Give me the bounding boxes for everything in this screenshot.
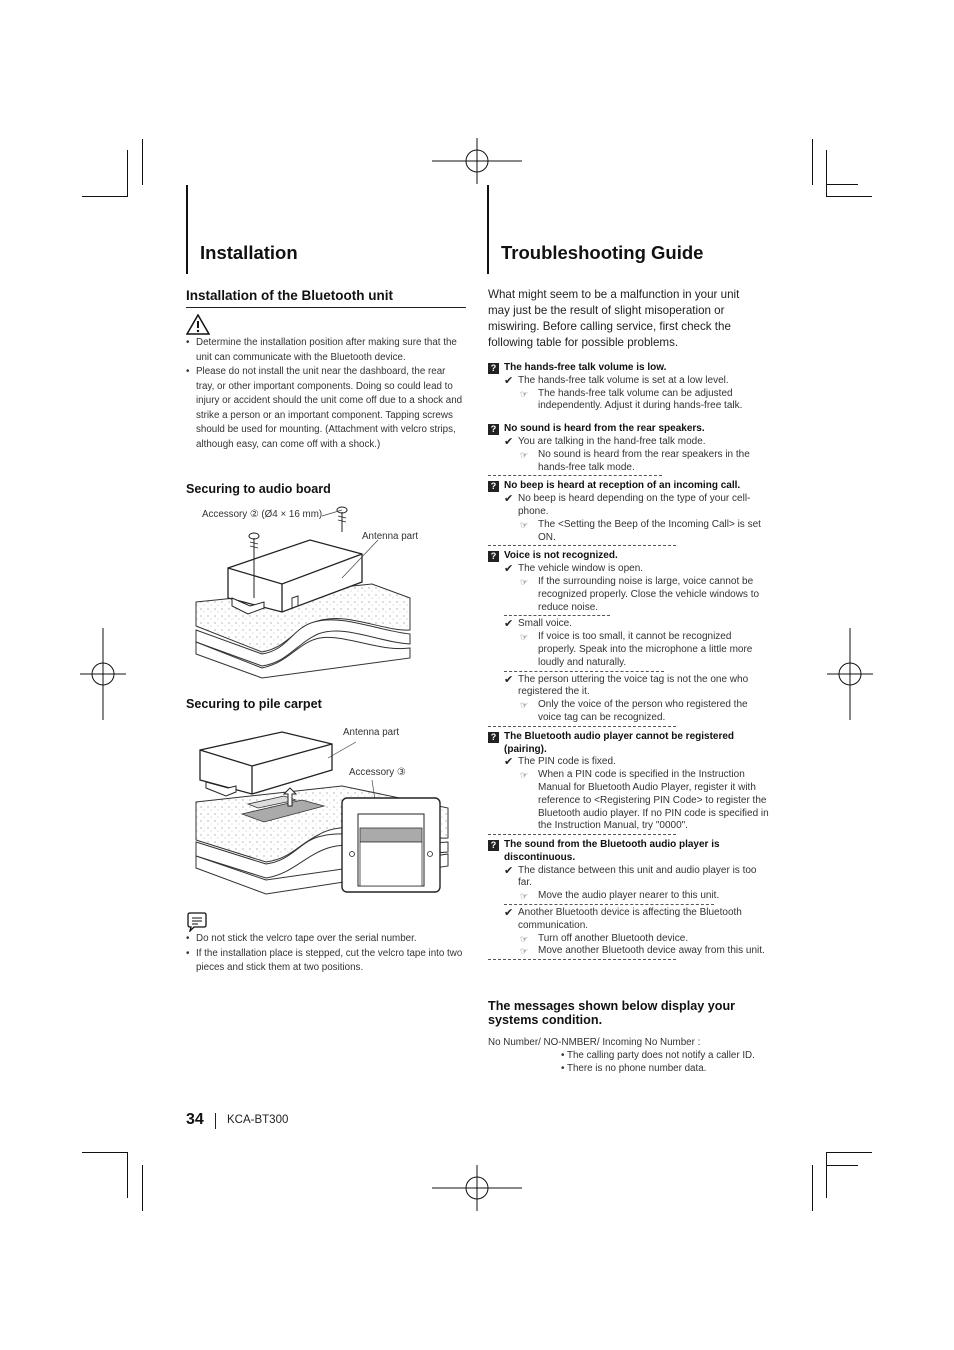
- dashed-divider: [488, 959, 676, 960]
- problem-cause: ✔ The person uttering the voice tag is not the one who registered the it.: [504, 673, 749, 698]
- section-title-troubleshooting: Troubleshooting Guide: [501, 242, 704, 263]
- problem-remedy: ☞ Move another Bluetooth device away from this unit.: [520, 945, 765, 957]
- warning-item: • Determine the installation position after making sure that the unit can communicate with the Bluetooth device.: [186, 336, 464, 365]
- problem-cause: ✔ The vehicle window is open.: [504, 563, 644, 576]
- problem-remedy: ☞ The <Setting the Beep of the Incoming Call> is set ON.: [520, 518, 761, 543]
- problem-cause: ✔ No beep is heard depending on the type of your cell-phone.: [504, 493, 751, 517]
- heading-securing-audio-board: Securing to audio board: [186, 482, 331, 496]
- note-item: • Do not stick the velcro tape over the serial number.: [186, 932, 464, 947]
- dashed-divider: [504, 904, 714, 905]
- warning-item: • Please do not install the unit near the dashboard, the rear tray, or other important components. Doing so could lead to injury or accident should the unit come off due to a shock and strike a person or an important component. Tapping screws should be used for mounting. (Attachment with velcro strips, although easy, can come off with a shock.): [186, 365, 464, 452]
- problem-question: ? The hands-free talk volume is low.: [488, 362, 770, 375]
- problem-item: [488, 550, 770, 726]
- dashed-divider: [488, 726, 676, 727]
- problem-cause: ✔ Small voice.: [504, 618, 572, 631]
- problem-question: ? Voice is not recognized.: [488, 550, 770, 563]
- problem-question: ? No beep is heard at reception of an incoming call.: [488, 480, 770, 493]
- check-icon: ✔: [504, 864, 514, 877]
- footer-divider: [215, 1113, 216, 1129]
- antenna-part-label-2: Antenna part: [343, 727, 400, 738]
- question-icon: ?: [488, 481, 499, 492]
- troubleshooting-intro: What might seem to be a malfunction in your unit may just be the result of slight misoperation or miswiring. Before calling service, first check the following table for possible problems.: [488, 288, 740, 349]
- messages-heading: The messages shown below display your systems condition.: [488, 999, 736, 1027]
- question-icon: ?: [488, 363, 499, 374]
- problem-remedy: ☞ If the surrounding noise is large, voice cannot be recognized properly. Close the vehicle windows to reduce noise.: [520, 575, 760, 613]
- problem-item: [488, 480, 770, 546]
- audio-board-illustration: [192, 502, 414, 684]
- dashed-divider: [488, 545, 676, 546]
- section-bar-left: [186, 185, 188, 274]
- section-title-installation: Installation: [200, 242, 298, 263]
- problem-cause: ✔ The distance between this unit and audio player is too far.: [504, 864, 757, 889]
- pile-carpet-illustration: [192, 728, 450, 898]
- model-name: KCA-BT300: [227, 1114, 289, 1126]
- check-icon: ✔: [504, 756, 514, 769]
- troubleshooting-table: [488, 362, 770, 964]
- heading-securing-pile-carpet: Securing to pile carpet: [186, 697, 322, 711]
- problem-remedy: ☞ Only the voice of the person who registered the voice tag can be recognized.: [520, 699, 748, 723]
- check-icon: ✔: [504, 907, 514, 920]
- problem-remedy: ☞ Move the audio player nearer to this unit.: [520, 890, 720, 902]
- dashed-divider: [488, 475, 662, 476]
- warning-icon: [186, 314, 210, 335]
- check-icon: ✔: [504, 493, 514, 506]
- section-bar-right: [487, 185, 489, 274]
- reference-icon: ☞: [520, 632, 529, 643]
- problem-question: ? No sound is heard from the rear speakers.: [488, 423, 770, 436]
- note-icon: [186, 912, 208, 932]
- problem-item: [488, 731, 770, 835]
- note-item: • If the installation place is stepped, cut the velcro tape into two pieces and stick them at two positions.: [186, 947, 464, 976]
- reference-icon: ☞: [520, 770, 529, 781]
- accessory-3-label: Accessory ③: [349, 767, 406, 778]
- problem-item: [488, 839, 770, 960]
- note-list: [186, 932, 464, 976]
- subtitle-installation-bluetooth-unit: Installation of the Bluetooth unit: [186, 288, 393, 303]
- page-number: 34: [186, 1111, 204, 1128]
- problem-cause: ✔ The hands-free talk volume is set at a low level.: [504, 374, 729, 387]
- question-icon: ?: [488, 551, 499, 562]
- reference-icon: ☞: [520, 449, 529, 460]
- problem-remedy: ☞ The hands-free talk volume can be adjusted independently. Adjust it during hands-free talk.: [520, 387, 743, 412]
- antenna-part-label-1: Antenna part: [362, 531, 419, 542]
- check-icon: ✔: [504, 618, 514, 631]
- registration-mark-right: [827, 628, 873, 720]
- problem-cause: ✔ Another Bluetooth device is affecting the Bluetooth communication.: [504, 907, 742, 931]
- reference-icon: ☞: [520, 946, 529, 957]
- problem-question: ? The Bluetooth audio player cannot be registered (pairing).: [488, 731, 770, 757]
- problem-remedy: ☞ When a PIN code is specified in the Instruction Manual for Bluetooth Audio Player, register it with reference to <Registering PIN Code> to register the Bluetooth audio player. If no PIN code is specified in the Instruction Manual, try "0000".: [520, 769, 769, 832]
- problem-remedy: ☞ Turn off another Bluetooth device.: [520, 932, 689, 944]
- reference-icon: ☞: [520, 933, 529, 944]
- reference-icon: ☞: [520, 519, 529, 530]
- question-icon: ?: [488, 424, 499, 435]
- dashed-divider: [488, 834, 676, 835]
- accessory-2-label: Accessory ② (Ø4 × 16 mm): [202, 509, 323, 520]
- registration-mark-top: [432, 138, 522, 184]
- dashed-divider: [504, 671, 664, 672]
- question-icon: ?: [488, 732, 499, 743]
- check-icon: ✔: [504, 673, 514, 686]
- reference-icon: ☞: [520, 388, 529, 399]
- problem-remedy: ☞ No sound is heard from the rear speakers in the hands-free talk mode.: [520, 448, 750, 473]
- check-icon: ✔: [504, 435, 514, 448]
- message-label: No Number/ NO-NMBER/ Incoming No Number :: [488, 1037, 701, 1048]
- message-item: • There is no phone number data.: [561, 1063, 707, 1074]
- reference-icon: ☞: [520, 891, 529, 902]
- reference-icon: ☞: [520, 576, 529, 587]
- problem-remedy: ☞ If voice is too small, it cannot be recognized properly. Speak into the microphone a little more loudly and naturally.: [520, 631, 753, 668]
- warning-list: [186, 336, 464, 452]
- dashed-divider: [504, 615, 610, 616]
- registration-mark-left: [80, 628, 126, 720]
- check-icon: ✔: [504, 563, 514, 576]
- registration-mark-bottom: [432, 1165, 522, 1211]
- check-icon: ✔: [504, 374, 514, 387]
- problem-cause: ✔ The PIN code is fixed.: [504, 756, 616, 769]
- reference-icon: ☞: [520, 700, 529, 711]
- problem-item: [488, 362, 770, 413]
- problem-question: ? The sound from the Bluetooth audio player is discontinuous.: [488, 839, 770, 865]
- message-item: • The calling party does not notify a caller ID.: [561, 1050, 755, 1061]
- subtitle-rule: [186, 307, 466, 308]
- problem-item: [488, 423, 770, 476]
- question-icon: ?: [488, 840, 499, 851]
- problem-cause: ✔ You are talking in the hand-free talk mode.: [504, 435, 706, 448]
